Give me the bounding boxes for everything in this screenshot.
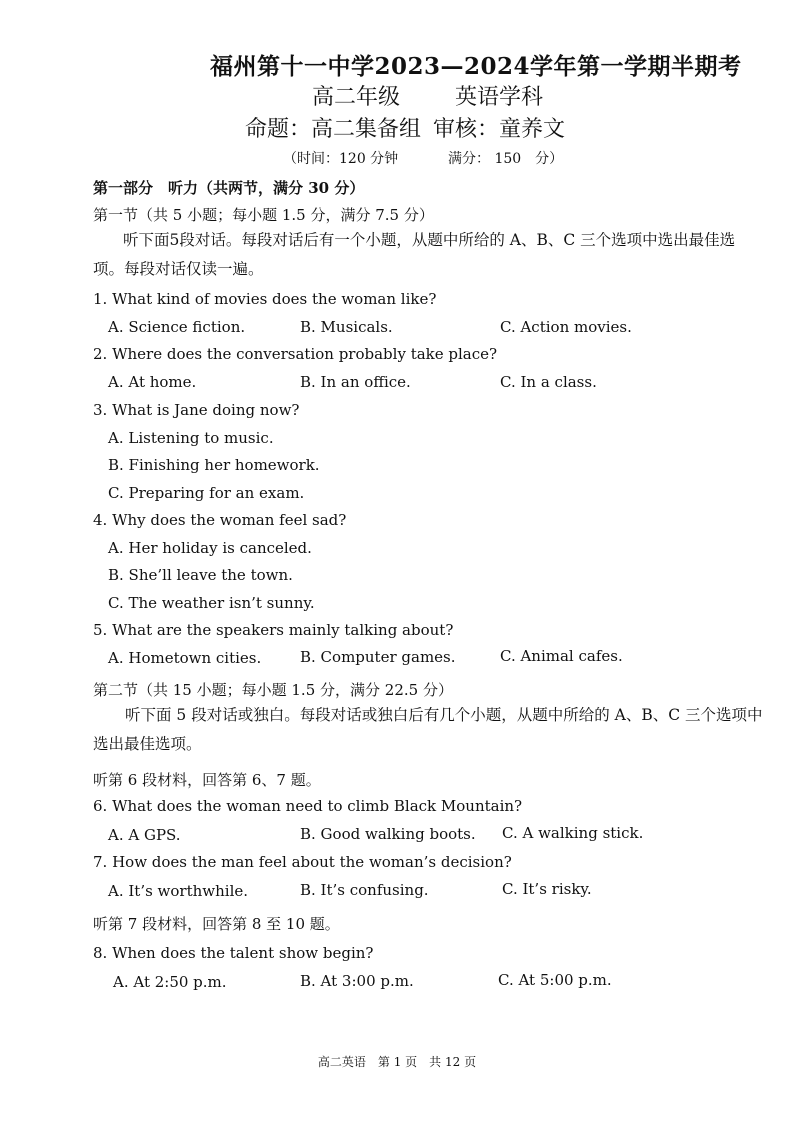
question-6: 6. What does the woman need to climb Black Mountain? <box>93 797 523 815</box>
q3-option-a: A. Listening to music. <box>108 429 274 447</box>
q6-option-a: A. A GPS. <box>108 826 181 844</box>
question-2: 2. Where does the conversation probably take place? <box>93 345 498 363</box>
material-6-note: 听第 6 段材料，回答第 6、7 题。 <box>93 771 321 789</box>
material-7-note: 听第 7 段材料，回答第 8 至 10 题。 <box>93 915 340 933</box>
author-label: 命题：高二集备组 <box>245 117 422 142</box>
q4-option-c: C. The weather isn’t sunny. <box>108 594 315 612</box>
page-footer: 高二英语 第 1 页 共 12 页 <box>317 1055 477 1069</box>
q7-option-a: A. It’s worthwhile. <box>108 882 249 900</box>
question-8: 8. When does the talent show begin? <box>93 944 374 962</box>
grade-label: 高二年级 <box>312 85 401 110</box>
subject-label: 英语学科 <box>455 85 544 110</box>
question-7: 7. How does the man feel about the woman’s decision? <box>93 853 512 871</box>
question-3: 3. What is Jane doing now? <box>93 401 300 419</box>
section2-heading: 第二节（共 15 小题；每小题 1.5 分，满分 22.5 分） <box>93 681 453 699</box>
section1-heading: 第一节（共 5 小题；每小题 1.5 分，满分 7.5 分） <box>93 206 434 224</box>
question-1: 1. What kind of movies does the woman like? <box>93 290 437 308</box>
q1-option-c: C. Action movies. <box>500 318 632 336</box>
q2-option-b: B. In an office. <box>300 373 411 391</box>
q6-option-c: C. A walking stick. <box>502 824 644 842</box>
q5-option-b: B. Computer games. <box>300 648 456 666</box>
q3-option-b: B. Finishing her homework. <box>108 456 320 474</box>
time-limit: （时间：120 分钟 <box>283 151 399 167</box>
q8-option-b: B. At 3:00 p.m. <box>300 972 414 990</box>
section1-instructions: 听下面5段对话。每段对话后有一个小题，从题中所给的 A、B、C 三个选项中选出最佳选项。每段对话仅读一遍。 <box>93 231 736 278</box>
full-score: 满分： 150 分） <box>448 151 564 167</box>
q7-option-c: C. It’s risky. <box>502 880 592 898</box>
q6-option-b: B. Good walking boots. <box>300 825 476 843</box>
part1-heading: 第一部分 听力（共两节，满分 30 分） <box>93 179 365 197</box>
q2-option-a: A. At home. <box>108 373 197 391</box>
q2-option-c: C. In a class. <box>500 373 597 391</box>
q5-option-a: A. Hometown cities. <box>108 649 262 667</box>
q1-option-b: B. Musicals. <box>300 318 393 336</box>
q1-option-a: A. Science fiction. <box>108 318 246 336</box>
q7-option-b: B. It’s confusing. <box>300 881 429 899</box>
q5-option-c: C. Animal cafes. <box>500 647 623 665</box>
question-4: 4. Why does the woman feel sad? <box>93 511 347 529</box>
q3-option-c: C. Preparing for an exam. <box>108 484 305 502</box>
section2-instructions: 听下面 5 段对话或独白。每段对话或独白后有几个小题，从题中所给的 A、B、C 三个选项中选出最佳选项。 <box>93 706 763 753</box>
q4-option-a: A. Her holiday is canceled. <box>108 539 312 557</box>
reviewer-label: 审核：童养文 <box>433 117 566 142</box>
exam-title: 福州第十一中学2023—2024学年第一学期半期考 <box>210 53 742 80</box>
q8-option-c: C. At 5:00 p.m. <box>498 971 612 989</box>
q4-option-b: B. She’ll leave the town. <box>108 566 293 584</box>
q8-option-a: A. At 2:50 p.m. <box>113 973 227 991</box>
question-5: 5. What are the speakers mainly talking about? <box>93 621 454 639</box>
